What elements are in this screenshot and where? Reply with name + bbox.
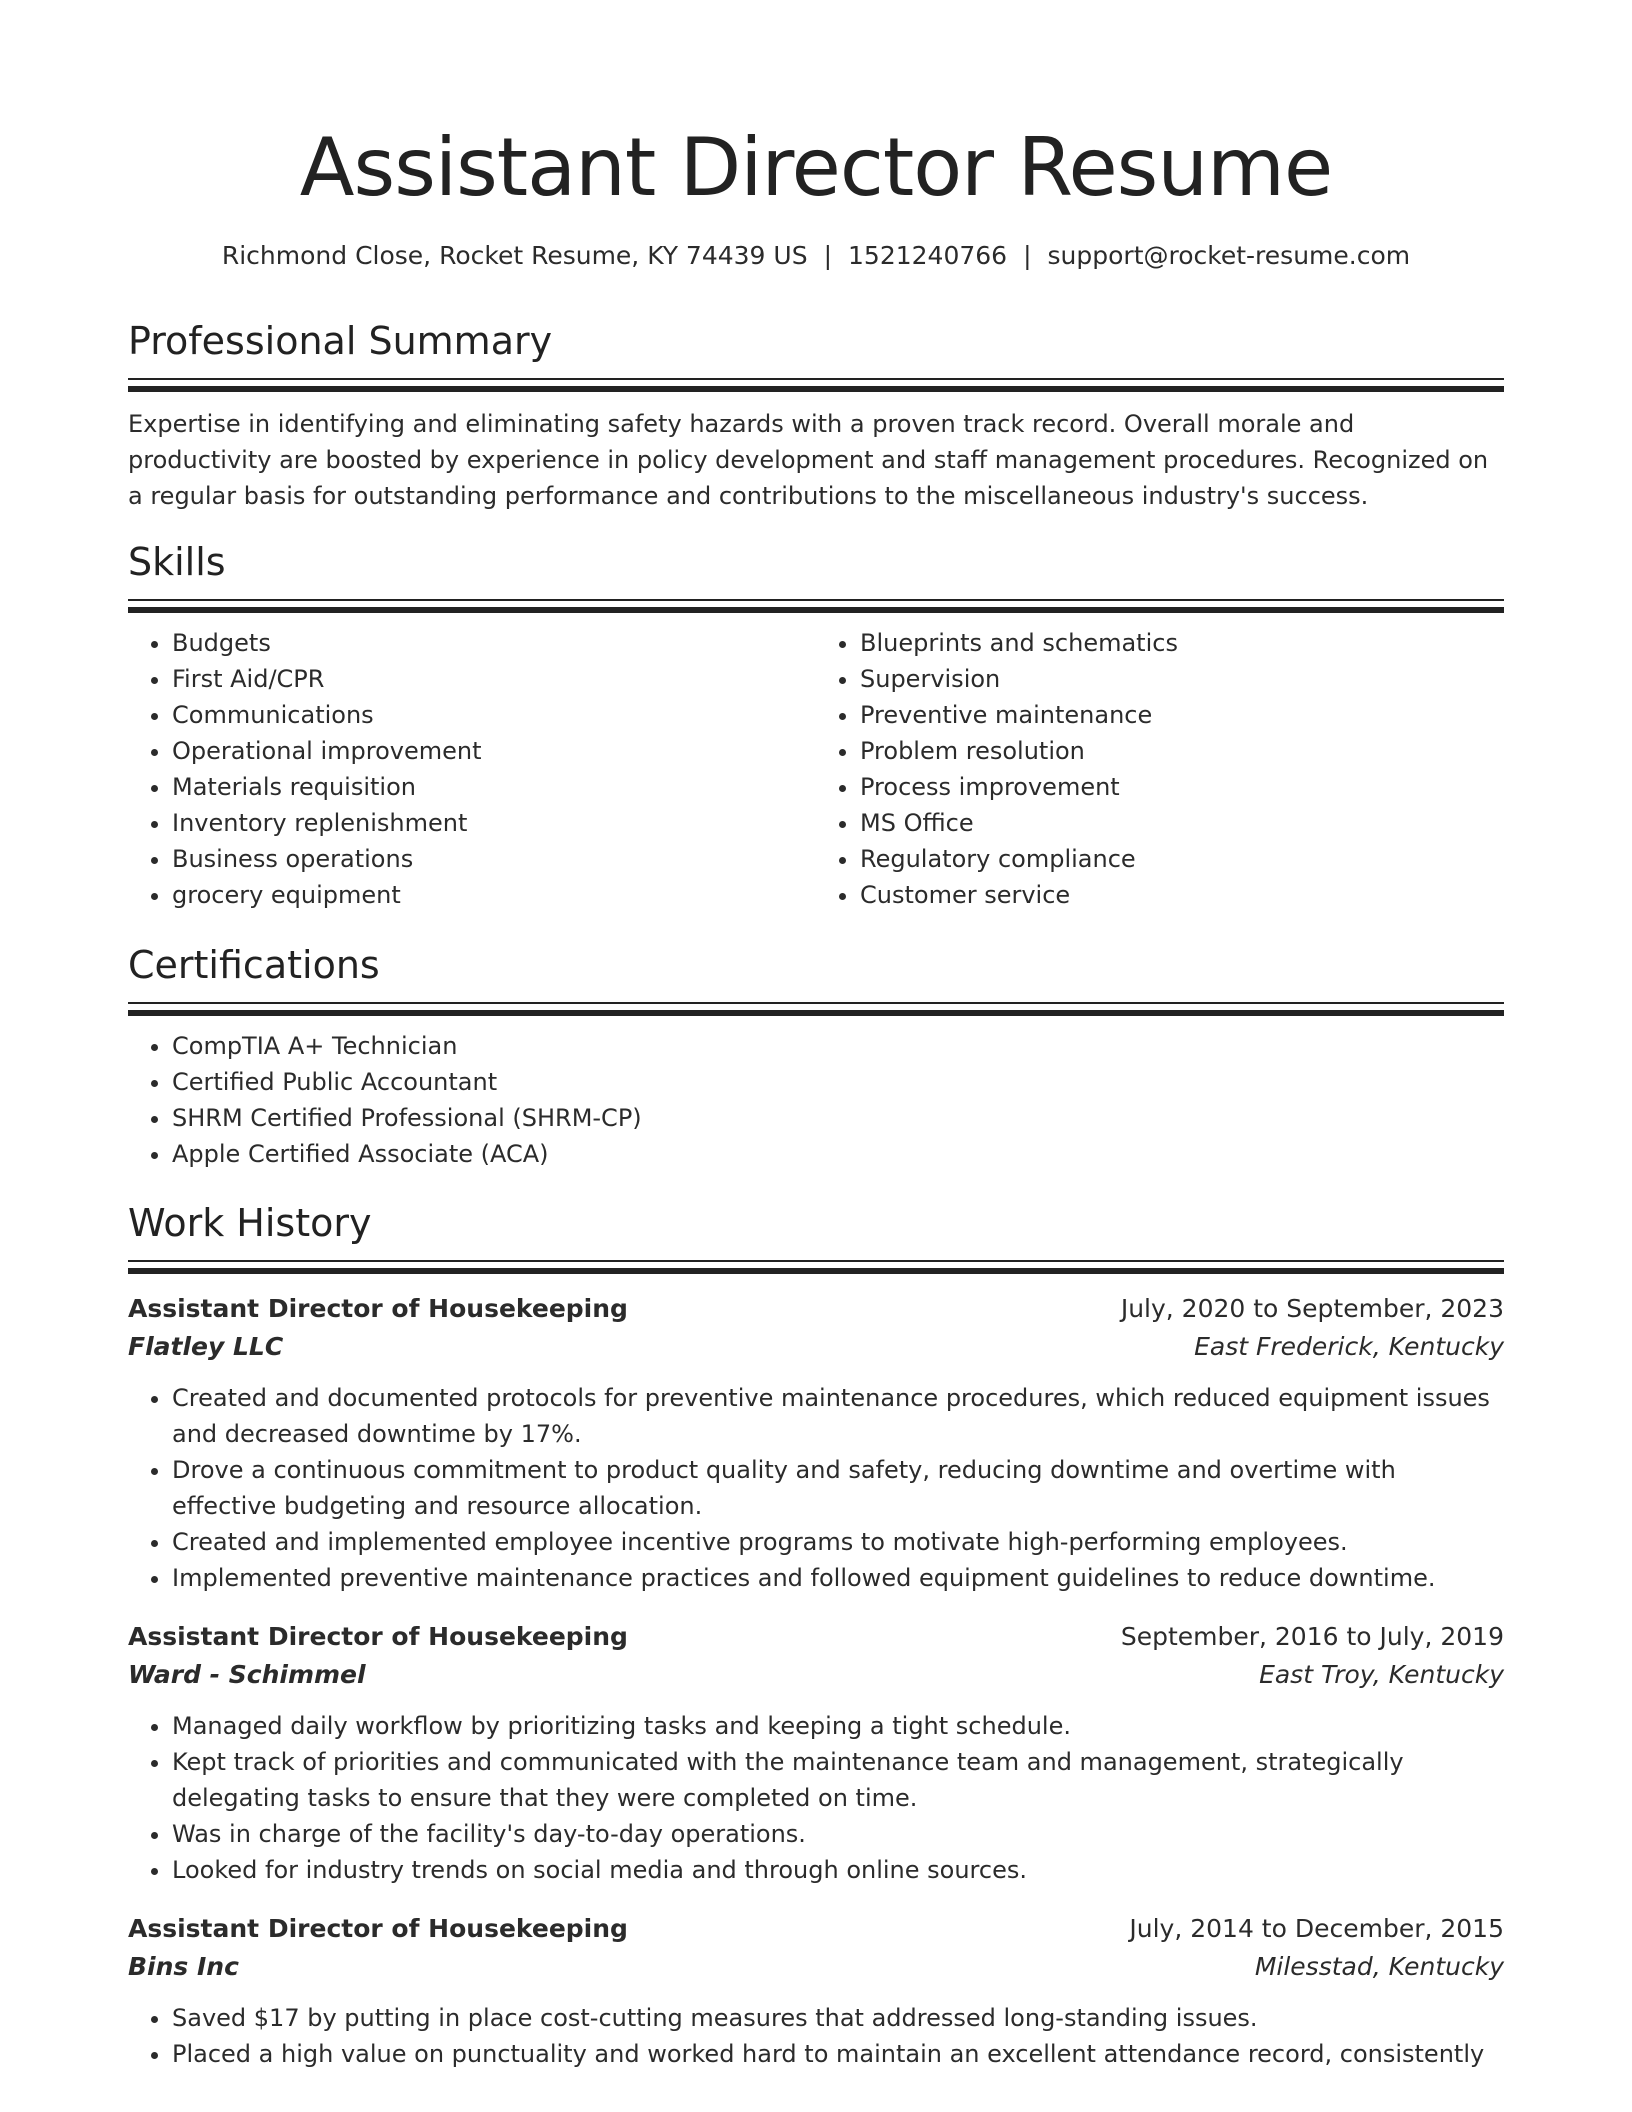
certification-item: • CompTIA A+ Technician xyxy=(172,1028,1504,1064)
job-title: Assistant Director of Housekeeping xyxy=(128,1294,628,1323)
job-entry xyxy=(128,1910,1504,2072)
job-bullet: • Implemented preventive maintenance practices and followed equipment guidelines to reduce downtime. xyxy=(172,1560,1504,1596)
skill-item: • Process improvement xyxy=(860,769,1504,805)
job-bullet: • Created and documented protocols for preventive maintenance procedures, which reduced equipment issues and decreased downtime by 17%. xyxy=(172,1380,1504,1452)
contact-line xyxy=(0,236,1632,276)
summary-section xyxy=(128,316,1504,514)
job-bullet: • Managed daily workflow by prioritizing tasks and keeping a tight schedule. xyxy=(172,1708,1504,1744)
skill-item: • Supervision xyxy=(860,661,1504,697)
job-location: East Frederick, Kentucky xyxy=(1194,1332,1504,1361)
skill-item: • grocery equipment xyxy=(172,877,816,913)
skill-item: • Budgets xyxy=(172,625,816,661)
job-dates: July, 2014 to December, 2015 xyxy=(1129,1914,1504,1943)
skill-item: • Business operations xyxy=(172,841,816,877)
skill-item: • First Aid/CPR xyxy=(172,661,816,697)
job-location: East Troy, Kentucky xyxy=(1259,1660,1504,1689)
job-bullets xyxy=(128,1380,1504,1596)
skill-item: • Inventory replenishment xyxy=(172,805,816,841)
job-bullet: • Kept track of priorities and communicated with the maintenance team and management, strategically delegating tasks to ensure that they were completed on time. xyxy=(172,1744,1504,1816)
job-bullet: • Placed a high value on punctuality and worked hard to maintain an excellent attendance record, consistently xyxy=(172,2036,1504,2072)
job-bullet: • Was in charge of the facility's day-to-day operations. xyxy=(172,1816,1504,1852)
job-title: Assistant Director of Housekeeping xyxy=(128,1914,628,1943)
skills-list-right xyxy=(816,625,1504,913)
section-heading-work-history: Work History xyxy=(128,1201,372,1245)
job-entry xyxy=(128,1618,1504,1888)
job-company: Flatley LLC xyxy=(128,1332,284,1361)
skill-item: • Customer service xyxy=(860,877,1504,913)
job-bullets xyxy=(128,1708,1504,1888)
skill-item: • Operational improvement xyxy=(172,733,816,769)
skill-item: • Blueprints and schematics xyxy=(860,625,1504,661)
job-title: Assistant Director of Housekeeping xyxy=(128,1622,628,1651)
job-dates: July, 2020 to September, 2023 xyxy=(1120,1294,1504,1323)
certification-item: • Certified Public Accountant xyxy=(172,1064,1504,1100)
job-bullet: • Looked for industry trends on social media and through online sources. xyxy=(172,1852,1504,1888)
skill-item: • Problem resolution xyxy=(860,733,1504,769)
job-dates: September, 2016 to July, 2019 xyxy=(1120,1622,1504,1651)
contact-separator: | xyxy=(823,241,833,270)
certifications-section xyxy=(128,940,1504,1172)
job-location: Milesstad, Kentucky xyxy=(1254,1952,1504,1981)
section-divider xyxy=(128,378,1504,394)
skills-list-left xyxy=(128,625,816,913)
work-history-section xyxy=(128,1198,1504,2072)
contact-email: support@rocket-resume.com xyxy=(1047,241,1411,270)
skills-section xyxy=(128,537,1504,913)
section-heading-skills: Skills xyxy=(128,540,226,584)
skill-item: • Communications xyxy=(172,697,816,733)
summary-text: Expertise in identifying and eliminating safety hazards with a proven track record. Overall morale and productivity are boosted by experience in policy development and staff management procedures. Recognized on a regular basis for outstanding performance and contributions to the miscellaneous industry's success. xyxy=(128,410,1489,510)
section-heading-certifications: Certifications xyxy=(128,943,380,987)
contact-phone: 1521240766 xyxy=(848,241,1008,270)
section-heading-summary: Professional Summary xyxy=(128,319,553,363)
skill-item: • Materials requisition xyxy=(172,769,816,805)
contact-separator: | xyxy=(1023,241,1032,270)
skill-item: • Regulatory compliance xyxy=(860,841,1504,877)
section-divider xyxy=(128,599,1504,615)
job-company: Ward - Schimmel xyxy=(128,1660,366,1689)
resume-title: Assistant Director Resume xyxy=(299,121,1333,214)
certification-item: • SHRM Certified Professional (SHRM-CP) xyxy=(172,1100,1504,1136)
section-divider xyxy=(128,1002,1504,1018)
job-company: Bins Inc xyxy=(128,1952,239,1981)
skills-columns xyxy=(128,625,1504,913)
job-entry xyxy=(128,1290,1504,1596)
job-bullets xyxy=(128,2000,1504,2072)
certification-item: • Apple Certified Associate (ACA) xyxy=(172,1136,1504,1172)
job-bullet: • Created and implemented employee incentive programs to motivate high-performing employees. xyxy=(172,1524,1504,1560)
section-divider xyxy=(128,1260,1504,1276)
skill-item: • Preventive maintenance xyxy=(860,697,1504,733)
contact-address: Richmond Close, Rocket Resume, KY 74439 US xyxy=(221,241,808,270)
certifications-list xyxy=(128,1028,1504,1172)
job-bullet: • Drove a continuous commitment to product quality and safety, reducing downtime and overtime with effective budgeting and resource allocation. xyxy=(172,1452,1504,1524)
job-bullet: • Saved $17 by putting in place cost-cutting measures that addressed long-standing issues. xyxy=(172,2000,1504,2036)
skill-item: • MS Office xyxy=(860,805,1504,841)
